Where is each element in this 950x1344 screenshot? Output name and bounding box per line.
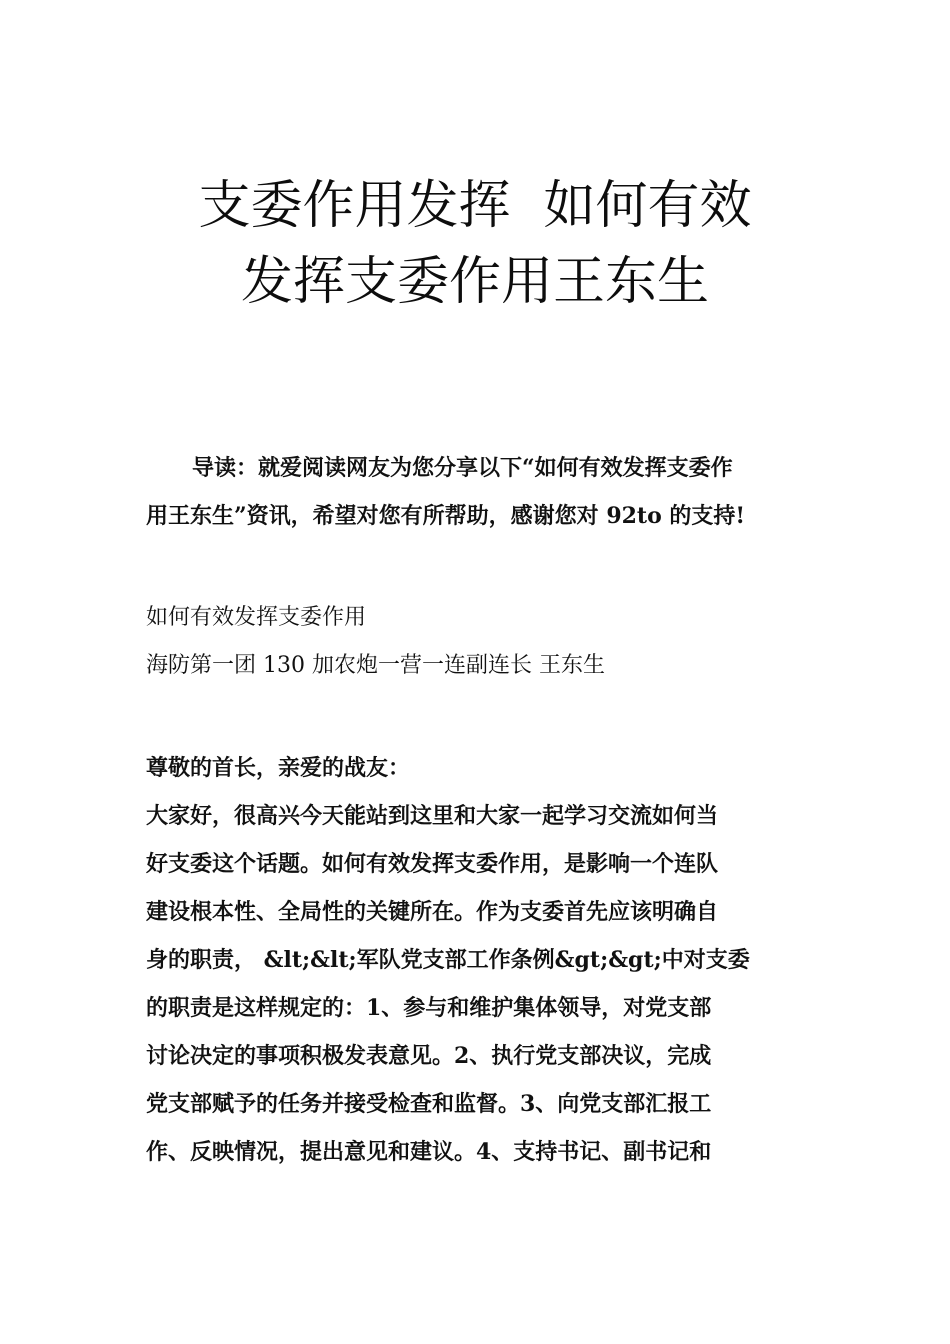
paragraph-line: 作、反映情况，提出意见和建议。4、支持书记、副书记和 <box>146 1139 712 1165</box>
paragraph-line: 大家好，很高兴今天能站到这里和大家一起学习交流如何当 <box>146 803 719 829</box>
subtitle-heading: 如何有效发挥支委作用 <box>146 605 367 630</box>
title-line-1: 支委作用发挥 如何有效 <box>198 176 752 236</box>
paragraph-line: 的职责是这样规定的：1、参与和维护集体领导，对党支部 <box>146 995 712 1021</box>
paragraph-line: 身的职责， &lt;&lt;军队党支部工作条例&gt;&gt;中对支委 <box>146 947 750 973</box>
intro-paragraph <box>146 444 814 540</box>
paragraph-line: 讨论决定的事项积极发表意见。2、执行党支部决议，完成 <box>146 1043 712 1069</box>
salutation <box>146 744 814 792</box>
salutation-text: 尊敬的首长，亲爱的战友： <box>146 755 411 781</box>
document-title <box>0 168 950 320</box>
intro-line-2: 用王东生”资讯，希望对您有所帮助，感谢您对 92to 的支持! <box>146 503 746 529</box>
paragraph-line: 建设根本性、全局性的关键所在。作为支委首先应该明确自 <box>146 899 719 925</box>
article-subtitle <box>146 594 814 690</box>
intro-line-1: 导读：就爱阅读网友为您分享以下“如何有效发挥支委作 <box>192 455 733 481</box>
body-paragraph <box>146 792 814 1176</box>
paragraph-line: 好支委这个话题。如何有效发挥支委作用，是影响一个连队 <box>146 851 719 877</box>
title-line-2: 发挥支委作用王东生 <box>240 252 709 312</box>
author-line: 海防第一团 130 加农炮一营一连副连长 王东生 <box>146 653 605 678</box>
paragraph-line: 党支部赋予的任务并接受检查和监督。3、向党支部汇报工 <box>146 1091 712 1117</box>
